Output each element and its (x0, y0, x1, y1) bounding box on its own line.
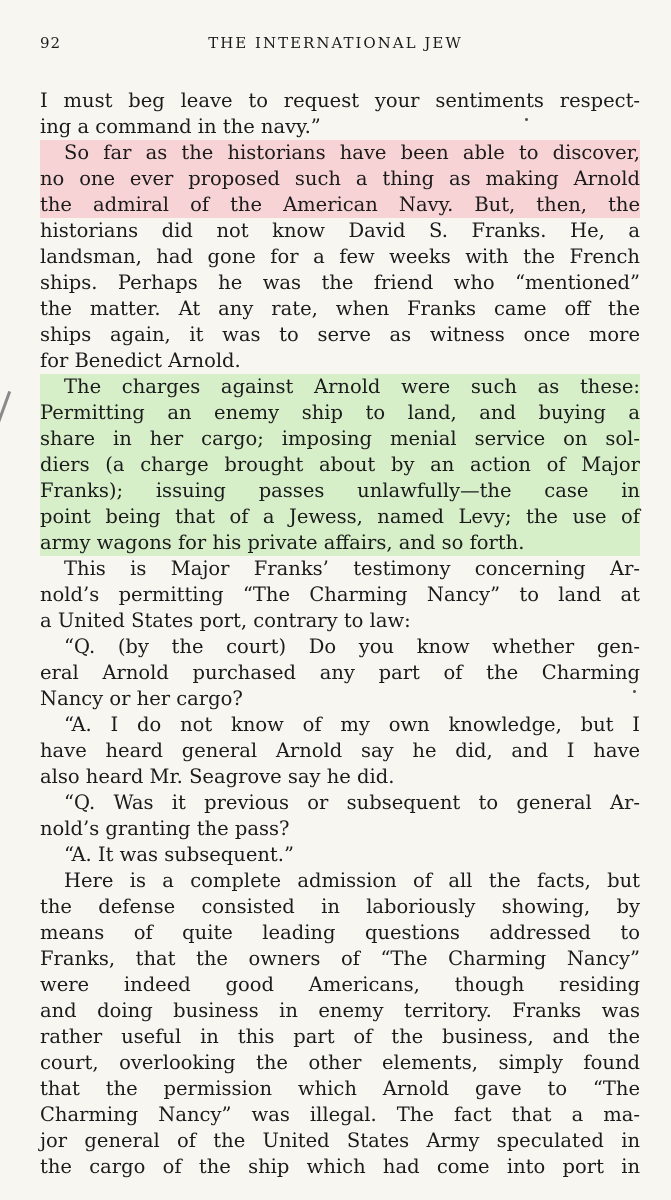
text-line: “A. It was subsequent.” (64, 843, 294, 866)
text-line: no one ever proposed such a thing as making Arnold (40, 167, 640, 190)
text-line: court, overlooking the other elements, simply found (40, 1051, 640, 1074)
text-line: diers (a charge brought about by an action of Major (40, 453, 640, 476)
text-line: have heard general Arnold say he did, and I have (40, 739, 640, 762)
text-line: This is Major Franks’ testimony concerning Ar- (64, 557, 640, 580)
text-line: Permitting an enemy ship to land, and buying a (40, 401, 640, 424)
text-line: also heard Mr. Seagrove say he did. (40, 765, 395, 788)
text-line: a United States port, contrary to law: (40, 609, 411, 632)
text-line: the defense consisted in laboriously showing, by (40, 895, 640, 918)
text-line: ships again, it was to serve as witness once more (40, 323, 640, 346)
text-line: jor general of the United States Army speculated in (40, 1129, 640, 1152)
text-line: “Q. Was it previous or subsequent to general Ar- (64, 791, 640, 814)
text-line: were indeed good Americans, though residing (40, 973, 640, 996)
text-line: the matter. At any rate, when Franks came off the (40, 297, 640, 320)
text-line: historians did not know David S. Franks. He, a (40, 219, 640, 242)
running-head: THE INTERNATIONAL JEW (208, 34, 463, 52)
text-line: for Benedict Arnold. (40, 349, 241, 372)
text-line: rather useful in this part of the business, and the (40, 1025, 640, 1048)
text-line: landsman, had gone for a few weeks with the French (40, 245, 640, 268)
body-text (40, 88, 640, 1180)
text-line: means of quite leading questions addressed to (40, 921, 640, 944)
text-line: Charming Nancy” was illegal. The fact that a ma- (40, 1103, 640, 1126)
text-line: eral Arnold purchased any part of the Charming (40, 661, 640, 684)
page-number: 92 (40, 34, 62, 52)
text-line: and doing business in enemy territory. Franks was (40, 999, 640, 1022)
text-line: share in her cargo; imposing menial service on sol- (40, 427, 640, 450)
text-line: “A. I do not know of my own knowledge, but I (64, 713, 640, 736)
margin-pencil-mark (0, 391, 11, 437)
text-line: the admiral of the American Navy. But, then, the (40, 193, 640, 216)
text-line: Franks, that the owners of “The Charming Nancy” (40, 947, 640, 970)
text-line: ing a command in the navy.” (40, 115, 321, 138)
page-header (0, 28, 671, 58)
text-line: Nancy or her cargo? (40, 687, 243, 710)
text-line: nold’s permitting “The Charming Nancy” to land at (40, 583, 640, 606)
text-line: army wagons for his private affairs, and so forth. (40, 530, 640, 556)
text-line: So far as the historians have been able to discover, (40, 140, 640, 166)
text-line: I must beg leave to request your sentiments respect- (40, 89, 640, 112)
text-line: that the permission which Arnold gave to “The (40, 1077, 640, 1100)
text-line: The charges against Arnold were such as these: (40, 374, 640, 400)
text-line: “Q. (by the court) Do you know whether gen- (64, 635, 640, 658)
text-line: nold’s granting the pass? (40, 817, 290, 840)
text-line: ships. Perhaps he was the friend who “mentioned” (40, 271, 640, 294)
text-line: the cargo of the ship which had come into port in (40, 1155, 640, 1178)
text-line: point being that of a Jewess, named Levy; the use of (40, 505, 640, 528)
text-line: Here is a complete admission of all the facts, but (64, 869, 640, 892)
text-line: Franks); issuing passes unlawfully—the case in (40, 479, 640, 502)
